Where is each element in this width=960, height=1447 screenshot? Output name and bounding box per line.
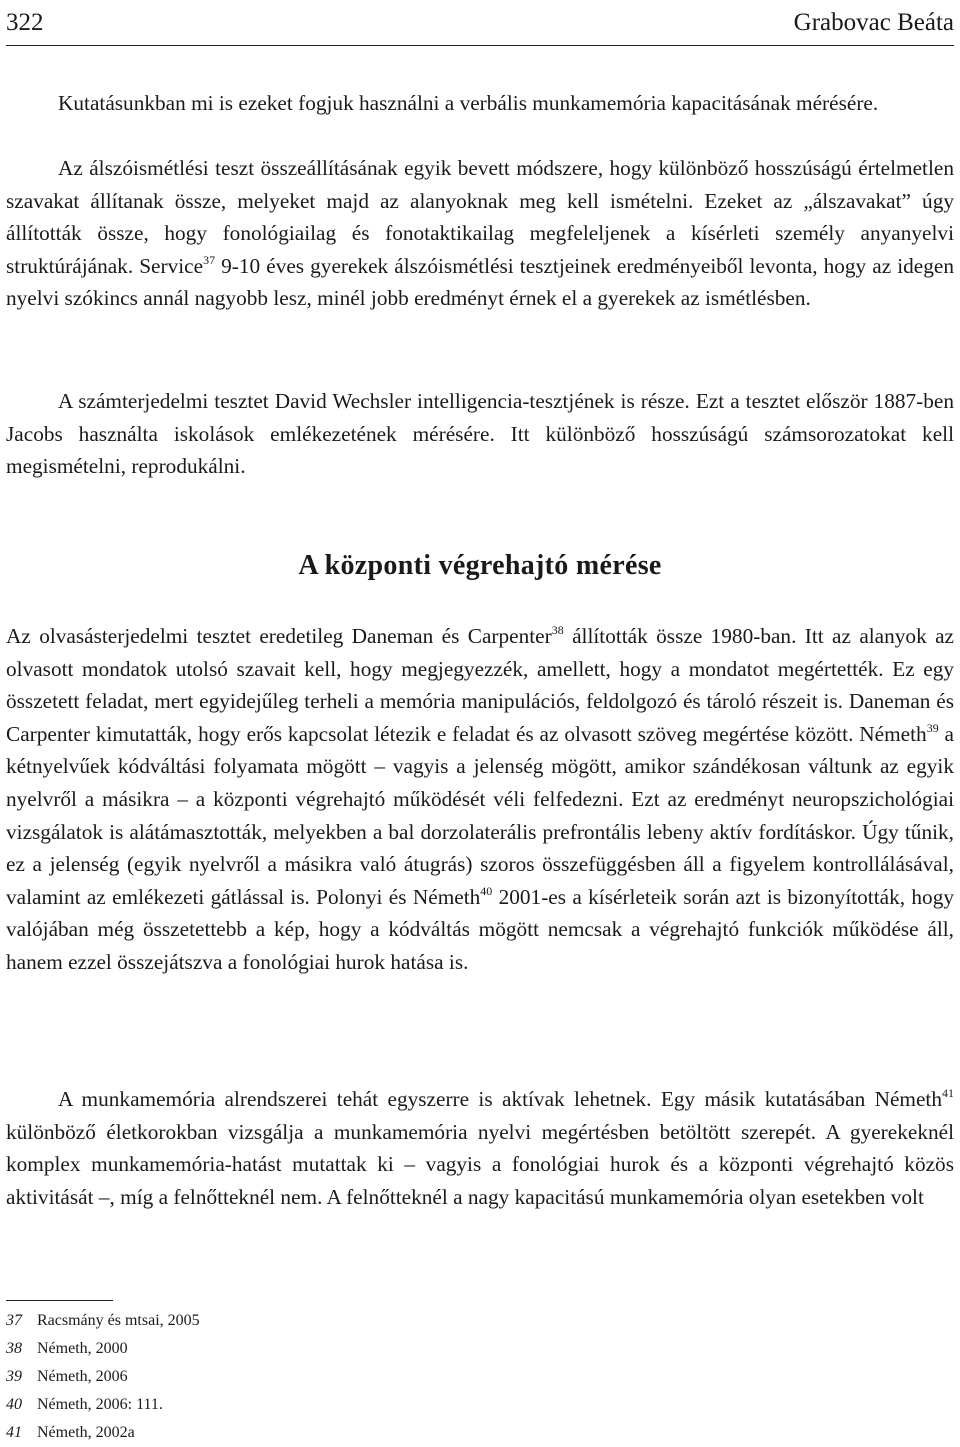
paragraph-text: Az olvasásterjedelmi tesztet eredetileg Daneman és Carpenter [6, 624, 552, 648]
paragraph-text: 2001-es a kísérleteik során azt is bizonyították, hogy valójában még összetettebb a kép, hogy a kódváltás mögött nemcsak a végrehajtó funkciók működése áll, hanem ezzel összejátszva a fonológiai hurok hatása is. [6, 884, 954, 974]
footnote-ref-40[interactable]: 40 [480, 883, 493, 898]
footnote [6, 1419, 606, 1447]
paragraph-5 [6, 1083, 954, 1213]
paragraph-3 [6, 385, 954, 483]
footnote-text: Németh, 2006 [37, 1368, 128, 1385]
paragraph-text: a kétnyelvűek kódváltási folyamata mögött – vagyis a jelenség mögött, amikor szándékosan váltunk az egyik nyelvről a másikra – a központi végrehajtó működését véli felfedezni. Ezt az eredményt neuropszichológiai vizsgálatok is alátámasztották, melyekben a bal dorzolaterális prefrontális lebeny aktív fordításkor. Úgy tűnik, ez a jelenség (egyik nyelvről a másikra való átugrás) szoros összefüggésben áll a figyelem kontrollálásával, valamint az emlékezeti gátlással is. Polonyi és Németh [6, 721, 955, 909]
page-number: 322 [6, 9, 44, 36]
running-header [6, 0, 954, 46]
paragraph-text: A számterjedelmi tesztet David Wechsler intelligencia-tesztjének is része. Ezt a tesztet először 1887-ben Jacobs használta iskolások emlékezetének mérésére. Itt különböző hosszúságú számsorozatokat kell megismételni, reprodukálni. [6, 389, 954, 479]
paragraph-text: állították össze 1980-ban. Itt az alanyok az olvasott mondatok utolsó szavait kell, hogy megjegyezzék, amellett, hogy a mondatot megértették. Ez egy összetett feladat, mert egyidejűleg terheli a memória manipulációs, feldolgozó és tároló részeit is. Daneman és Carpenter kimutatták, hogy erős kapcsolat létezik e feladat és az olvasott szöveg megértése között. Németh [6, 624, 955, 746]
footnotes [6, 1307, 606, 1447]
footnote [6, 1307, 606, 1335]
footnote-number: 37 [6, 1312, 22, 1329]
footnote-number: 38 [6, 1340, 22, 1357]
footnote-ref-38[interactable]: 38 [551, 623, 564, 637]
paragraph-text: 9-10 éves gyerekek álszóismétlési tesztjeinek eredményeiből levonta, hogy az idegen nyelvi szókincs annál nagyobb lesz, minél jobb eredményt érnek el a gyerekek az ismétlésben. [6, 253, 954, 311]
section-heading: A központi végrehajtó mérése [298, 550, 662, 581]
footnote [6, 1391, 606, 1419]
paragraph-1 [6, 87, 954, 120]
footnote-ref-39[interactable]: 39 [926, 720, 939, 735]
footnote-ref-41[interactable]: 41 [942, 1086, 954, 1100]
footnote-ref-37[interactable]: 37 [203, 252, 216, 267]
paragraph-text: Az álszóismétlési teszt összeállításának egyik bevett módszere, hogy különböző hosszúságú értelmetlen szavakat állítanak össze, melyeket majd az alanyoknak meg kell ismételni. Ezeket az „álszavakat” úgy állították össze, hogy fonológiailag és fonotaktikailag megfeleljenek a kísérleti személy anyanyelvi struktúrájának. Service [6, 156, 954, 278]
footnote-number: 41 [6, 1424, 22, 1441]
footnote-number: 40 [6, 1396, 22, 1413]
paragraph-2 [6, 152, 954, 315]
footnote-text: Racsmány és mtsai, 2005 [37, 1312, 200, 1329]
footnote [6, 1363, 606, 1391]
footnote-text: Németh, 2000 [37, 1340, 128, 1357]
footnote-separator [6, 1300, 113, 1301]
footnote-text: Németh, 2002a [37, 1424, 135, 1441]
paragraph-text: különböző életkorokban vizsgálja a munkamemória nyelvi megértésben betöltött szerepét. A gyerekeknél komplex munkamemória-hatást mutattak ki – vagyis a fonológiai hurok és a központi végrehajtó közös aktivitását –, míg a felnőtteknél nem. A felnőtteknél a nagy kapacitású munkamemória olyan esetekben volt [6, 1119, 954, 1209]
footnote-text: Németh, 2006: 111. [37, 1396, 163, 1413]
paragraph-text: A munkamemória alrendszerei tehát egyszerre is aktívak lehetnek. Egy másik kutatásában Németh [58, 1087, 942, 1111]
running-header-author: Grabovac Beáta [793, 9, 954, 36]
footnote-number: 39 [6, 1368, 22, 1385]
paragraph-text: Kutatásunkban mi is ezeket fogjuk használni a verbális munkamemória kapacitásának mérésére. [58, 91, 879, 115]
footnote [6, 1335, 606, 1363]
paragraph-4 [6, 620, 954, 979]
